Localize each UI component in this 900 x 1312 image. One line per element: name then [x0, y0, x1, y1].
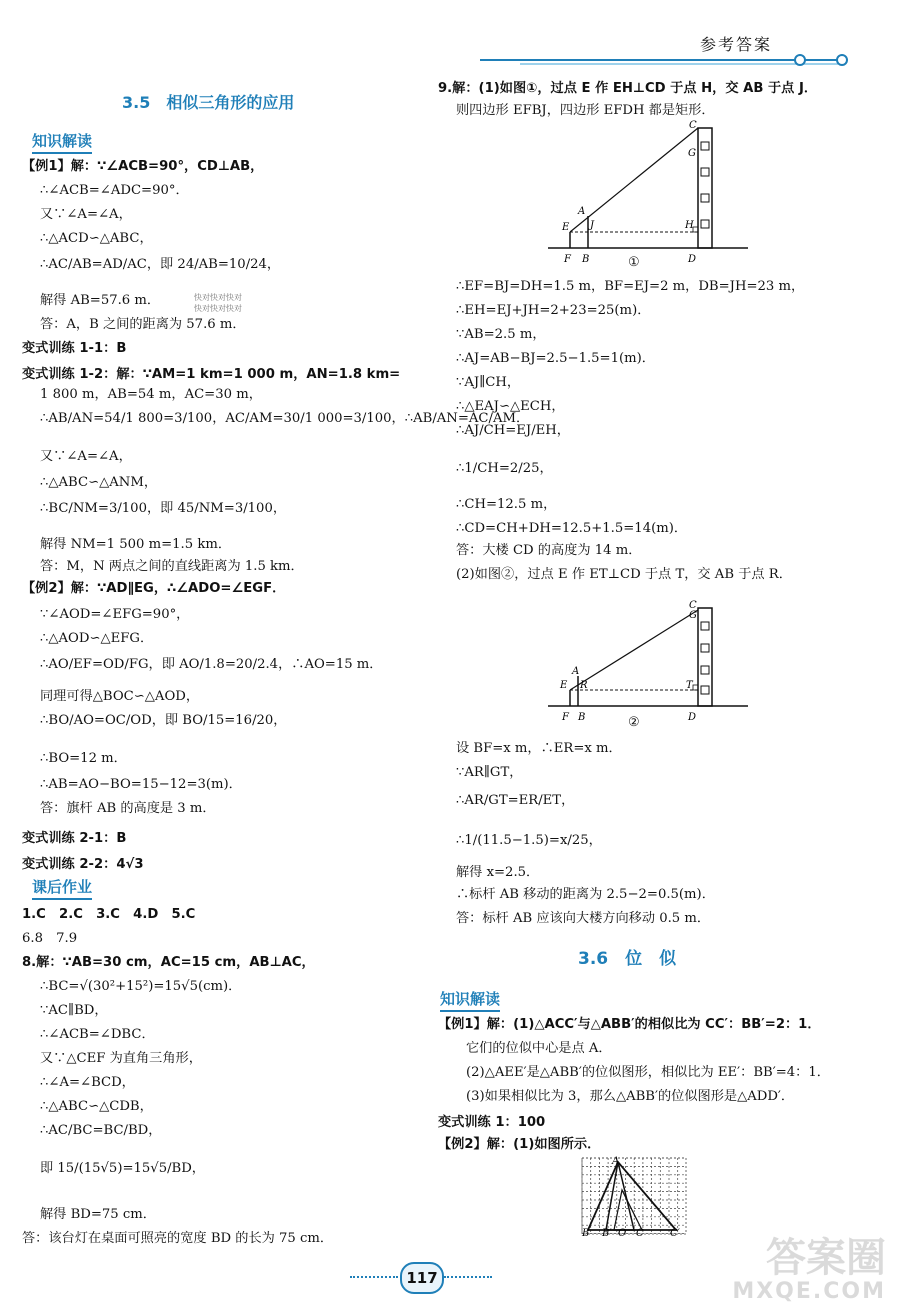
text-line: ∴AC/AB=AD/AC，即 24/AB=10/24，: [40, 257, 281, 272]
text-line: ∴BO/AO=OC/OD，即 BO/15=16/20，: [40, 713, 287, 728]
footer-dots-left: [350, 1276, 398, 1280]
figure-point-label: B′: [602, 1228, 612, 1239]
text-line: ∴△ABC∽△CDB，: [40, 1099, 153, 1114]
figure-point-label: T: [686, 680, 693, 691]
text-line: 又∵∠A=∠A，: [40, 207, 132, 222]
tag-knowledge: 知识解读: [32, 132, 93, 150]
text-line: 1.C 2.C 3.C 4.D 5.C: [22, 907, 196, 922]
figure-point-label: A: [612, 1156, 620, 1167]
text-line: ∵AB=2.5 m，: [456, 327, 546, 342]
figure-point-label: J: [590, 220, 595, 231]
text-line: ∴∠A=∠BCD，: [40, 1075, 135, 1090]
text-line: 变式训练 1：100: [438, 1115, 546, 1130]
text-line: 又∵△CEF 为直角三角形，: [40, 1051, 202, 1066]
text-line: ∴EH=EJ+JH=2+23=25(m)．: [456, 303, 651, 318]
text-line: 解得 x=2.5．: [456, 865, 540, 880]
watermark: [732, 1236, 886, 1304]
figure-point-label: G: [689, 610, 697, 621]
figure-point-label: E: [562, 222, 570, 233]
figure-point-label: F: [562, 712, 569, 723]
text-line: ∴1/(11.5−1.5)=x/25，: [456, 833, 602, 848]
figure-point-label: B: [582, 1228, 590, 1239]
text-line: 则四边形 EFBJ，四边形 EFDH 都是矩形．: [456, 103, 715, 118]
text-line: ∴CD=CH+DH=12.5+1.5=14(m)．: [456, 521, 688, 536]
text-line: ∵AJ∥CH，: [456, 375, 521, 390]
text-line: ∴BC=√(30²+15²)=15√5(cm)．: [40, 979, 242, 994]
figure-point-label: A: [572, 666, 580, 677]
text-line: 答：标杆 AB 应该向大楼方向移动 0.5 m．: [456, 911, 711, 926]
figure-3-grid: [580, 1156, 690, 1238]
figure-point-label: B: [582, 254, 590, 265]
text-line: ∴AR/GT=ER/ET，: [456, 793, 575, 808]
text-line: 答：M，N 两点之间的直线距离为 1.5 km．: [40, 559, 304, 574]
watermark-small: MXQE.COM: [732, 1278, 886, 1304]
figure-point-label: D: [688, 254, 697, 265]
text-line: (2)如图②，过点 E 作 ET⊥CD 于点 T，交 AB 于点 R．: [456, 567, 792, 582]
text-line: 答：A，B 之间的距离为 57.6 m．: [40, 317, 246, 332]
tag-knowledge-2: 知识解读: [440, 990, 501, 1008]
text-line: 同理可得△BOC∽△AOD，: [40, 689, 200, 704]
text-line: ∴∠ACB=∠ADC=90°．: [40, 183, 189, 198]
text-line: 9.解：(1)如图①，过点 E 作 EH⊥CD 于点 H，交 AB 于点 J．: [438, 81, 818, 96]
stamp-text: [194, 292, 242, 314]
figure-2: [548, 600, 748, 738]
text-line: 变式训练 2-1：B: [22, 831, 127, 846]
section-title-3-6: 3.6 位 似: [578, 949, 677, 969]
figure-2-label: ②: [628, 715, 640, 730]
text-line: ∴AC/BC=BC/BD，: [40, 1123, 162, 1138]
text-line: ∴CH=12.5 m，: [456, 497, 557, 512]
text-line: 答：该台灯在桌面可照亮的宽度 BD 的长为 75 cm．: [22, 1231, 334, 1246]
figure-point-label: C: [689, 120, 697, 131]
text-line: ∴△EAJ∽△ECH，: [456, 399, 565, 414]
figure-point-label: E: [560, 680, 568, 691]
text-line: ∴1/CH=2/25，: [456, 461, 553, 476]
figure-point-label: F: [564, 254, 571, 265]
stamp-line: 快对快对快对: [194, 304, 242, 313]
text-line: (3)如果相似比为 3，那么△ABB′的位似图形是△ADD′．: [466, 1089, 795, 1104]
text-line: 变式训练 2-2：4√3: [22, 857, 144, 872]
text-line: 6.8 7.9: [22, 931, 78, 946]
tag-homework: 课后作业: [32, 878, 93, 896]
text-line: 设 BF=x m，∴ER=x m．: [456, 741, 622, 756]
text-line: ∴BC/NM=3/100，即 45/NM=3/100，: [40, 501, 287, 516]
text-line: ∴∠ACB=∠DBC．: [40, 1027, 155, 1042]
text-line: ∵AC∥BD，: [40, 1003, 108, 1018]
figure-point-label: C′: [670, 1228, 680, 1239]
text-line: 即 15/(15√5)=15√5/BD，: [40, 1161, 205, 1176]
text-line: 解得 NM=1 500 m=1.5 km．: [40, 537, 232, 552]
figure-point-label: B: [578, 712, 586, 723]
figure-point-label: H: [685, 220, 694, 231]
text-line: ∴△ACD∽△ABC，: [40, 231, 153, 246]
figure-point-label: D: [688, 712, 697, 723]
figure-point-label: O: [618, 1228, 627, 1239]
figure-1: [548, 120, 748, 270]
text-line: ∴BO=12 m．: [40, 751, 127, 766]
text-line: ∴标杆 AB 移动的距离为 2.5−2=0.5(m)．: [456, 887, 715, 902]
page-number: 117: [400, 1262, 444, 1294]
text-line: ∴△AOD∽△EFG．: [40, 631, 154, 646]
figure-point-label: C: [689, 600, 697, 611]
figure-point-label: G: [688, 148, 696, 159]
text-line: 【例1】解：(1)△ACC′与△ABB′的相似比为 CC′：BB′=2：1．: [438, 1017, 821, 1032]
watermark-big: 答案圈: [766, 1234, 886, 1281]
text-line: ∴AB=AO−BO=15−12=3(m)．: [40, 777, 242, 792]
figure-point-label: R: [580, 680, 588, 691]
text-line: 解得 BD=75 cm．: [40, 1207, 156, 1222]
text-line: ∴AO/EF=OD/FG，即 AO/1.8=20/2.4，∴AO=15 m．: [40, 657, 383, 672]
figure-point-label: A: [578, 206, 586, 217]
figure-point-label: C: [636, 1228, 644, 1239]
header-title: 参考答案: [700, 35, 773, 54]
section-title-3-5: 3.5 相似三角形的应用: [122, 93, 295, 112]
text-line: ∴△ABC∽△ANM，: [40, 475, 158, 490]
text-line: ∴EF=BJ=DH=1.5 m，BF=EJ=2 m，DB=JH=23 m，: [456, 279, 805, 294]
text-line: 又∵∠A=∠A，: [40, 449, 132, 464]
stamp-line: 快对快对快对: [194, 293, 242, 302]
text-line: 答：大楼 CD 的高度为 14 m．: [456, 543, 642, 558]
text-line: (2)△AEE′是△ABB′的位似图形，相似比为 EE′：BB′=4：1．: [466, 1065, 830, 1080]
text-line: 8.解：∵AB=30 cm，AC=15 cm，AB⊥AC，: [22, 955, 315, 970]
text-line: ∴AB/AN=54/1 800=3/100，AC/AM=30/1 000=3/100，∴AB/AN=AC/AM．: [40, 411, 530, 426]
text-line: 解得 AB=57.6 m．: [40, 293, 161, 308]
page-header: [0, 0, 900, 70]
text-line: ∵AR∥GT，: [456, 765, 523, 780]
figure-1-label: ①: [628, 255, 640, 270]
text-line: 【例2】解：∵AD∥EG，∴∠ADO=∠EGF．: [22, 581, 286, 596]
text-line: 变式训练 1-1：B: [22, 341, 127, 356]
text-line: ∵∠AOD=∠EFG=90°，: [40, 607, 190, 622]
text-line: ∴AJ/CH=EJ/EH，: [456, 423, 570, 438]
text-line: 【例1】解：∵∠ACB=90°，CD⊥AB，: [22, 159, 264, 174]
text-line: 1 800 m，AB=54 m，AC=30 m，: [40, 387, 262, 402]
text-line: 它们的位似中心是点 A．: [466, 1041, 612, 1056]
text-line: 答：旗杆 AB 的高度是 3 m．: [40, 801, 216, 816]
text-line: ∴AJ=AB−BJ=2.5−1.5=1(m)．: [456, 351, 655, 366]
footer-dots-right: [444, 1276, 492, 1280]
text-line: 【例2】解：(1)如图所示．: [438, 1137, 601, 1152]
text-line: 变式训练 1-2：解：∵AM=1 km=1 000 m，AN=1.8 km=: [22, 367, 401, 382]
